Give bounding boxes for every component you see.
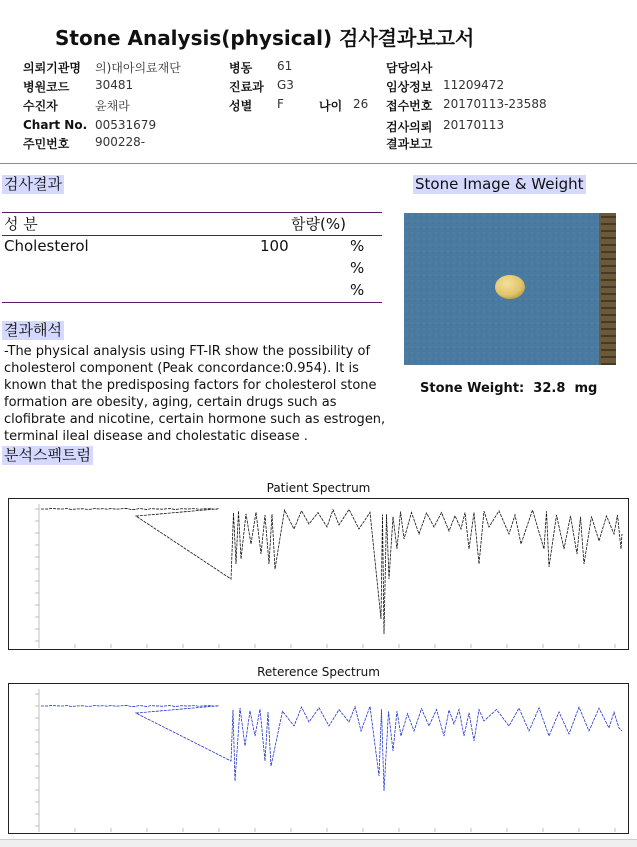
row-3-unit: % (350, 281, 365, 299)
institution-row (23, 59, 81, 76)
sex-value: F (277, 97, 284, 111)
ward-value: 61 (277, 59, 293, 73)
dept-label: 진료과 (229, 80, 264, 94)
weight-unit: mg (574, 381, 598, 396)
row-1-value: 100 (260, 237, 289, 255)
table-bottom-rule (2, 302, 382, 303)
dept-value: G3 (277, 78, 294, 92)
institution-label: 의뢰기관명 (23, 61, 81, 75)
sex-label: 성별 (229, 99, 253, 113)
patient-spectrum-plot (8, 498, 629, 650)
col-content-header: 함량(%) (291, 215, 346, 233)
age-value: 26 (353, 97, 369, 111)
hospital-code-value: 30481 (95, 78, 134, 92)
col-component-header: 성 분 (4, 215, 38, 233)
chart-value: 00531679 (95, 118, 157, 132)
reference-spectrum-svg (9, 684, 628, 833)
reference-spectrum-title: Reterence Spectrum (257, 665, 380, 679)
weight-label: Stone Weight: (420, 381, 525, 396)
receipt-label: 접수번호 (386, 99, 433, 113)
results-section-title: 검사결과 (4, 175, 62, 193)
request-label: 검사의뢰 (386, 120, 433, 134)
row-1-component: Cholesterol (4, 237, 89, 255)
chart-label: Chart No. (23, 118, 88, 132)
rrn-value: 900228- (95, 135, 146, 149)
weight-value: 32.8 (533, 381, 566, 396)
ward-label: 병동 (229, 61, 253, 75)
hospital-code-label: 병원코드 (23, 80, 70, 94)
stone-photo (404, 213, 616, 365)
clinical-label: 임상정보 (386, 80, 433, 94)
row-2-unit: % (350, 259, 365, 277)
rrn-label: 주민번호 (23, 137, 70, 151)
request-value: 20170113 (443, 118, 505, 132)
report-title: Stone Analysis(physical) 검사결과보고서 (55, 26, 475, 50)
table-header-rule (2, 235, 382, 236)
patient-value: 윤채라 (95, 99, 130, 113)
patient-spectrum-svg (9, 499, 628, 649)
footer-bar (0, 839, 637, 847)
receipt-value: 20170113-23588 (443, 97, 547, 111)
clinical-value: 11209472 (443, 78, 505, 92)
age-label: 나이 (319, 99, 343, 113)
interpretation-text: -The physical analysis using FT-IR show the possibility of cholesterol component (Peak concordance:0.954). It is known that the predisposing factors for cholesterol stone formation are obesity, aging, certain drugs such as clofibrate and nicotine, certain hormone such as estrogen, terminal ileal disease and cholestatic disease . (4, 344, 386, 444)
row-1-unit: % (350, 237, 365, 255)
patient-label: 수진자 (23, 99, 58, 113)
report-header (0, 0, 637, 164)
institution-value: 의)대아의료재단 (95, 61, 181, 75)
spectrum-section-title: 분석스펙트럼 (4, 446, 91, 464)
stone-photo-svg (404, 213, 616, 365)
stone-section-title: Stone Image & Weight (415, 175, 584, 193)
report-label: 결과보고 (386, 137, 433, 151)
patient-spectrum-title: Patient Spectrum (266, 481, 371, 495)
interpretation-section-title: 결과해석 (4, 321, 62, 339)
doctor-label: 담당의사 (386, 61, 433, 75)
reference-spectrum-plot (8, 683, 629, 834)
stone (495, 275, 525, 299)
stone-weight (420, 381, 597, 396)
